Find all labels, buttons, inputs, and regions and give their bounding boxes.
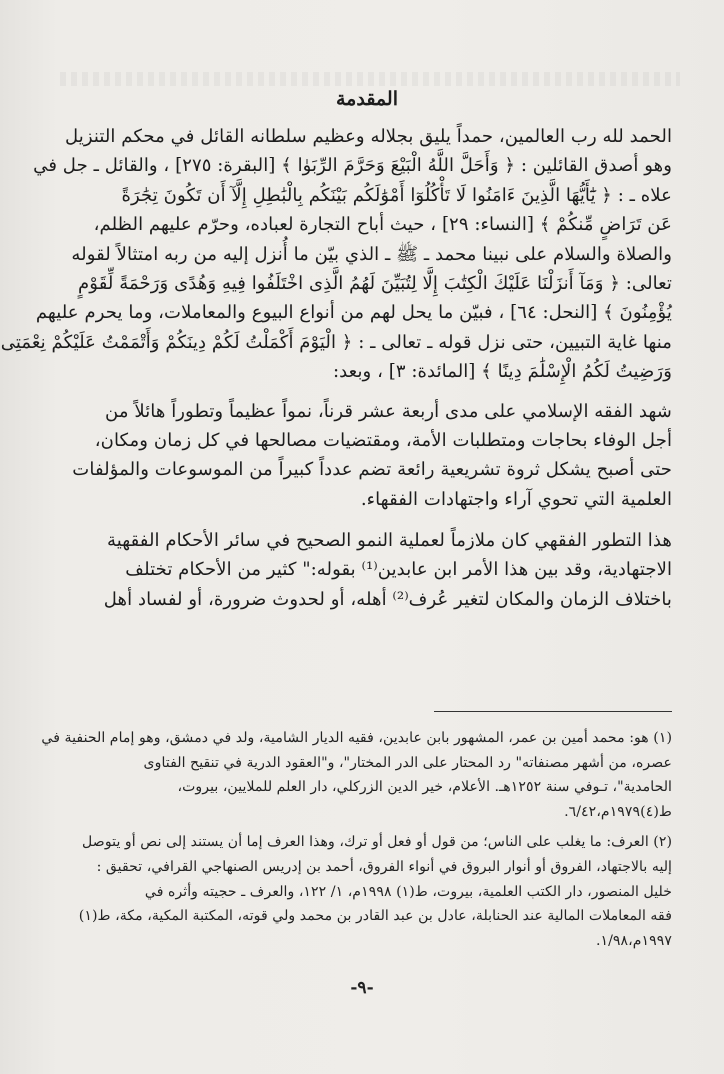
text-line: الاجتهادية، وقد بين هذا الأمر ابن عابدين⁽¹⁾ بقوله:" كثير من الأحكام تختلف xyxy=(125,559,672,581)
text-line: حتى أصبح يشكل ثروة تشريعية رائعة تضم عدداً كبيراً من الموسوعات والمؤلفات xyxy=(72,459,672,481)
text-line: عَن تَرَاضٍ مِّنكُمْ ﴾ [النساء: ٢٩] ، حيث أباح التجارة لعباده، وحرّم عليهم الظلم، xyxy=(93,214,672,236)
text-line: وهو أصدق القائلين : ﴿ وَأَحَلَّ اللَّهُ الْبَيْعَ وَحَرَّمَ الرِّبَوٰا ﴾ [البقرة: ٢٧٥] ، والقائل ـ جل في xyxy=(33,155,672,177)
footnote-1 xyxy=(41,726,672,824)
footnote-separator xyxy=(434,711,672,712)
text-line: والصلاة والسلام على نبينا محمد ـ ﷺ ـ الذي بيّن ما أُنزل إليه من ربه امتثالاً لقوله xyxy=(71,243,672,265)
text-line: يُؤْمِنُونَ ﴾ [النحل: ٦٤] ، فبيّن ما يحل لهم من أنواع البيوع والمعاملات، وما يحرم عليهم xyxy=(35,302,672,324)
footnote-2 xyxy=(62,830,672,953)
footnote-line: ١٩٩٧م،١/٩٨. xyxy=(595,932,672,949)
text-line: علاه ـ : ﴿ يَٰٓأَيُّهَا الَّذِينَ ءَامَنُوا لَا تَأْكُلُوٓا أَمْوَٰلَكُم بَيْنَكُم بِالْبَٰطِلِ إِلَّآ أَن تَكُونَ تِجَٰرَةً xyxy=(121,184,672,206)
evolution-paragraph xyxy=(62,526,672,614)
footnotes xyxy=(41,726,672,959)
show-through-text xyxy=(60,72,680,86)
paragraph-gap xyxy=(62,387,672,397)
footnote-line: عصره، من أشهر مصنفاته" رد المحتار على الدر المختار"، و"العقود الدرية في تنقيح الفتاوى xyxy=(143,754,672,771)
text-line: الحمد لله رب العالمين، حمداً يليق بجلاله وعظيم سلطانه القائل في محكم التنزيل xyxy=(65,126,672,147)
text-line: باختلاف الزمان والمكان لتغير عُرف⁽²⁾ أهله، أو لحدوث ضرورة، أو لفساد أهل xyxy=(103,588,672,610)
text-line: هذا التطور الفقهي كان ملازماً لعملية النمو الصحيح في سائر الأحكام الفقهية xyxy=(106,530,672,552)
page-title: المقدمة xyxy=(335,88,398,110)
footnote-line: إليه بالاجتهاد، الفروق أو أنوار البروق في أنواء الفروق، أحمد بن إدريس الصنهاجي القرافي، تحقيق : xyxy=(96,858,672,875)
text-line: وَرَضِيتُ لَكُمُ الْإِسْلَٰمَ دِينًا ﴾ [المائدة: ٣] ، وبعد: xyxy=(333,361,672,383)
footnote-line: فقه المعاملات المالية عند الحنابلة، عادل بن عبد القادر بن محمد ولي قوته، المكتبة المكية، مكة، ط(١) xyxy=(78,908,672,925)
footnote-line: ط(٤)١٩٧٩م،٦/٤٢. xyxy=(564,803,672,820)
text-line: شهد الفقه الإسلامي على مدى أربعة عشر قرناً، نمواً عظيماً وتطوراً هائلاً من xyxy=(105,400,672,422)
text-line: تعالى: ﴿ وَمَآ أَنزَلْنَا عَلَيْكَ الْكِتَٰبَ إِلَّا لِتُبَيِّنَ لَهُمُ الَّذِى اخْتَلَفُوا فِيهِ وَهُدًى وَرَحْمَةً لِّقَوْمٍ xyxy=(78,272,672,294)
main-text xyxy=(0,86,672,614)
footnote-line: (١) هو: محمد أمين بن عمر، المشهور بابن عابدين، فقيه الديار الشامية، ولد في دمشق، وهو إمام الحنفية في xyxy=(41,730,672,746)
text-line: العلمية التي تحوي آراء واجتهادات الفقهاء. xyxy=(360,488,672,510)
development-paragraph xyxy=(62,397,672,515)
footnote-line: خليل المنصور، دار الكتب العلمية، بيروت، ط(١) ١٩٩٨م، ١/ ١٢٢، والعرف ـ حجيته وأثره في xyxy=(144,883,672,900)
text-line: منها غاية التبيين، حتى نزل قوله ـ تعالى ـ : ﴿ الْيَوْمَ أَكْمَلْتُ لَكُمْ دِينَكُمْ وَأَتْمَمْتُ عَلَيْكُمْ نِعْمَتِى xyxy=(0,331,672,353)
footnote-line: الحامدية"، تـوفي سنة ١٢٥٢هـ. الأعلام، خير الدين الزركلي، دار العلم للملايين، بيروت، xyxy=(177,779,672,796)
footnote-line: (٢) العرف: ما يغلب على الناس؛ من قول أو فعل أو ترك، وهذا العرف إما أن يستند إلى نص أو يتوصل xyxy=(82,834,672,851)
intro-paragraph xyxy=(0,122,672,387)
page-number: -٩- xyxy=(350,978,374,998)
paragraph-gap xyxy=(62,514,672,526)
text-line: أجل الوفاء بحاجات ومتطلبات الأمة، ومقتضيات مصالحها في كل زمان ومكان، xyxy=(94,429,672,451)
